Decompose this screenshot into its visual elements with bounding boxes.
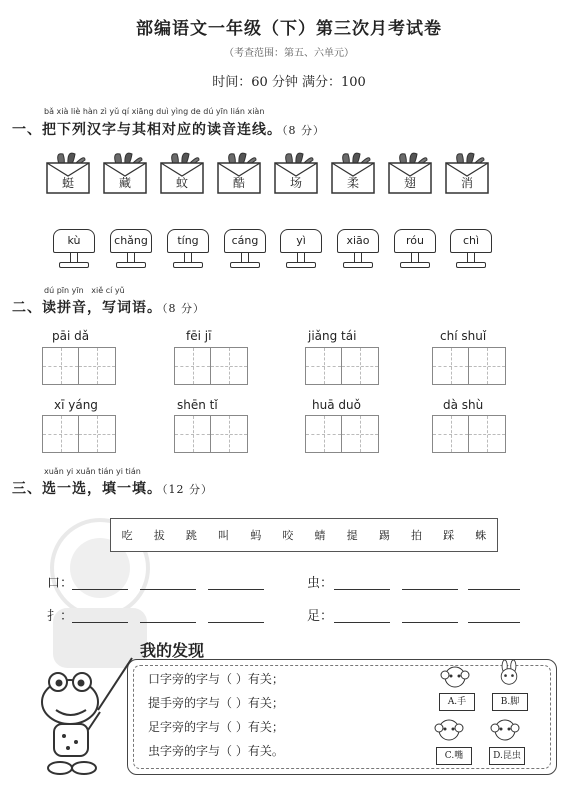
blank-insect-1[interactable] xyxy=(334,588,390,590)
blank-hand-1[interactable] xyxy=(72,621,128,623)
reading-mailbox[interactable] xyxy=(276,229,324,269)
character-card[interactable] xyxy=(102,150,148,198)
writing-grid-5[interactable] xyxy=(42,415,116,453)
strip-character: 叫 xyxy=(218,529,230,542)
option-c-card: C.嘴 xyxy=(436,747,472,765)
character-text: 场 xyxy=(289,176,302,190)
writing-grid-6[interactable] xyxy=(174,415,248,453)
question-line-4[interactable]: 虫字旁的字与（ ）有关。 xyxy=(148,744,284,758)
page-subtitle: （考查范围：第五、六单元） xyxy=(224,48,354,59)
writing-grid-8[interactable] xyxy=(432,415,506,453)
pinyin-word-7: huā duǒ xyxy=(312,398,361,412)
blank-mouth-3[interactable] xyxy=(208,588,264,590)
pinyin-word-1: pāi dǎ xyxy=(52,329,90,343)
character-text: 酷 xyxy=(232,176,245,190)
frog-teacher-icon xyxy=(28,650,138,785)
reading-text: yì xyxy=(280,229,322,253)
strip-character: 蜻 xyxy=(314,529,326,542)
question-line-3[interactable]: 足字旁的字与（ ）有关； xyxy=(148,720,284,734)
reading-mailbox[interactable] xyxy=(390,229,438,269)
strip-character: 拔 xyxy=(153,529,165,542)
section2-heading xyxy=(12,297,205,317)
writing-grid-2[interactable] xyxy=(174,347,248,385)
pinyin-word-4: chí shuǐ xyxy=(440,329,487,343)
label-hand-radical: 扌： xyxy=(47,609,74,624)
pinyin-word-5: xī yáng xyxy=(54,398,98,412)
reading-mailbox[interactable] xyxy=(220,229,268,269)
character-text: 柔 xyxy=(346,176,359,190)
character-text: 翅 xyxy=(403,176,416,190)
character-card[interactable] xyxy=(45,150,91,198)
reading-mailbox[interactable] xyxy=(49,229,97,269)
character-card[interactable] xyxy=(330,150,376,198)
strip-character: 蚂 xyxy=(250,529,262,542)
section1-heading-text: 一、把下列汉字与其相对应的读音连线。 xyxy=(12,122,282,138)
reading-text: chì xyxy=(450,229,492,253)
pinyin-word-6: shēn tǐ xyxy=(177,398,218,412)
section2-pinyin-b: xiě cí yǔ xyxy=(91,286,125,295)
reading-text: tíng xyxy=(167,229,209,253)
section3-points: （12 分） xyxy=(162,483,213,496)
blank-foot-1[interactable] xyxy=(334,621,390,623)
writing-grid-7[interactable] xyxy=(305,415,379,453)
section3-heading-text: 三、选一选，填一填。 xyxy=(12,481,162,497)
monkey-icon-3 xyxy=(490,718,520,744)
blank-foot-2[interactable] xyxy=(402,621,458,623)
character-card[interactable] xyxy=(273,150,319,198)
strip-character: 蛛 xyxy=(475,529,487,542)
discovery-title: 我的发现 xyxy=(140,641,205,660)
option-d-card: D.昆虫 xyxy=(489,747,525,765)
strip-character: 踢 xyxy=(378,529,390,542)
label-foot-radical: 足： xyxy=(307,609,334,624)
reading-text: kù xyxy=(53,229,95,253)
reading-text: cáng xyxy=(224,229,266,253)
monkey-icon-2 xyxy=(434,718,464,744)
blank-foot-3[interactable] xyxy=(468,621,520,623)
reading-mailbox[interactable] xyxy=(333,229,381,269)
character-text: 蚊 xyxy=(175,176,188,190)
option-b-card: B.脚 xyxy=(492,693,528,711)
section3-heading xyxy=(12,478,213,498)
time-info: 时间：60 分钟 满分：100 xyxy=(212,75,366,90)
character-text: 消 xyxy=(460,176,473,190)
pinyin-word-8: dà shù xyxy=(443,398,484,412)
strip-character: 吃 xyxy=(121,529,133,542)
writing-grid-3[interactable] xyxy=(305,347,379,385)
blank-insect-3[interactable] xyxy=(468,588,520,590)
monkey-icon xyxy=(440,665,470,691)
section2-heading-text: 二、读拼音，写词语。 xyxy=(12,300,162,316)
section2-points: （8 分） xyxy=(162,302,205,315)
reading-text: chǎng xyxy=(110,229,152,253)
label-insect-radical: 虫： xyxy=(307,576,334,591)
section1-points: （8 分） xyxy=(282,124,325,137)
option-a-card: A.手 xyxy=(439,693,475,711)
character-card[interactable] xyxy=(444,150,490,198)
rabbit-icon xyxy=(494,660,524,686)
pinyin-word-3: jiǎng tái xyxy=(308,329,357,343)
character-text: 藏 xyxy=(118,176,131,190)
strip-character: 拍 xyxy=(410,529,422,542)
blank-hand-3[interactable] xyxy=(208,621,264,623)
pinyin-word-2: fēi jī xyxy=(186,329,212,343)
strip-character: 咬 xyxy=(282,529,294,542)
question-line-2[interactable]: 提手旁的字与（ ）有关； xyxy=(148,696,284,710)
blank-mouth-1[interactable] xyxy=(72,588,128,590)
reading-mailbox[interactable] xyxy=(446,229,494,269)
page-title: 部编语文一年级（下）第三次月考试卷 xyxy=(136,19,442,39)
section1-pinyin: bǎ xià liè hàn zì yǔ qí xiāng duì yìng de dú yīn lián xiàn xyxy=(44,107,265,116)
section1-heading xyxy=(12,119,325,139)
section2-pinyin xyxy=(44,286,125,295)
reading-text: róu xyxy=(394,229,436,253)
writing-grid-1[interactable] xyxy=(42,347,116,385)
section3-pinyin: xuǎn yi xuǎn tián yi tián xyxy=(44,467,141,476)
label-mouth-radical: 口： xyxy=(47,576,74,591)
strip-character: 踩 xyxy=(443,529,455,542)
blank-insect-2[interactable] xyxy=(402,588,458,590)
character-card[interactable] xyxy=(387,150,433,198)
blank-mouth-2[interactable] xyxy=(140,588,196,590)
section2-pinyin-a: dú pīn yīn xyxy=(44,286,84,295)
character-card[interactable] xyxy=(216,150,262,198)
character-card[interactable] xyxy=(159,150,205,198)
character-strip xyxy=(110,518,498,552)
writing-grid-4[interactable] xyxy=(432,347,506,385)
strip-character: 跳 xyxy=(185,529,197,542)
question-line-1[interactable]: 口字旁的字与（ ）有关； xyxy=(148,672,284,686)
strip-character: 提 xyxy=(346,529,358,542)
reading-mailbox[interactable] xyxy=(163,229,211,269)
reading-mailbox[interactable] xyxy=(106,229,154,269)
reading-text: xiāo xyxy=(337,229,379,253)
blank-hand-2[interactable] xyxy=(140,621,196,623)
character-text: 蜓 xyxy=(61,176,74,190)
